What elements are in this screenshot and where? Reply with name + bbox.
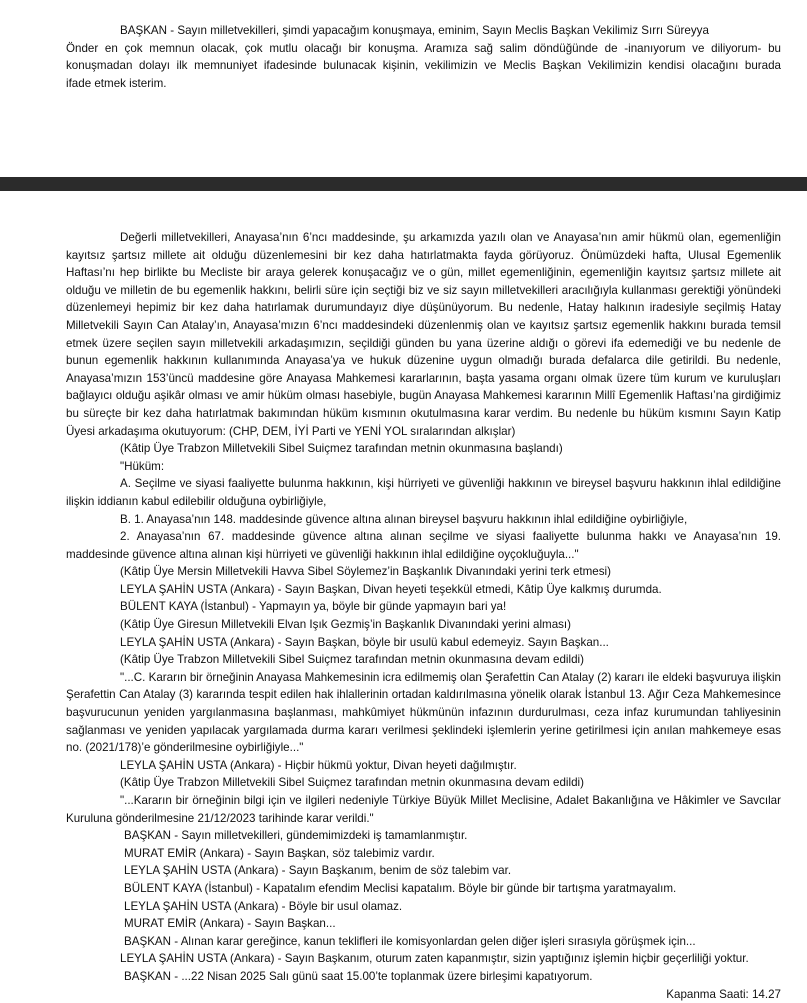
transcript-line: LEYLA ŞAHİN USTA (Ankara) - Sayın Başkan, Divan heyeti teşekkül etmedi, Kâtip Üye kalkmış durumda. (120, 582, 662, 596)
transcript-line: (Kâtip Üye Mersin Milletvekili Havva Sibel Söylemez’in Başkanlık Divanındaki yerini terk etmesi) (120, 565, 611, 579)
transcript-line: MURAT EMİR (Ankara) - Sayın Başkan, söz talebimiz vardır. (124, 846, 435, 860)
text-line: BAŞKAN - Sayın milletvekilleri, şimdi yapacağım konuşmaya, eminim, Sayın Meclis Başkan Vekilimiz Sırrı Süreyya (120, 24, 709, 37)
transcript-line: LEYLA ŞAHİN USTA (Ankara) - Sayın Başkanım, benim de söz talebim var. (124, 864, 512, 878)
section-divider (0, 177, 807, 191)
text-line: Önder en çok memnun olacak, çok mutlu olacağı bir konuşma. Aramıza sağ salim döndüğünde de -inanıyorum ve diliyorum- bu (66, 41, 781, 55)
objection-paragraph: LEYLA ŞAHİN USTA (Ankara) - Sayın Başkanım, oturum zaten kapanmıştır, sizin yaptığınız işlemin hiçbir geçerliliği yoktur. (120, 952, 749, 966)
closing-time: Kapanma Saati: 14.27 (666, 987, 781, 1001)
transcript-line: BAŞKAN - Alınan karar gereğince, kanun teklifleri ile komisyonlardan gelen diğer işleri sırasıyla görüşmek için... (124, 934, 696, 948)
intro-paragraph: Değerli milletvekilleri, Anayasa’nın 6’ncı maddesinde, şu arkamızda yazılı olan ve Anayasa’nın amir hükmü olan, egemenliğin kayıtsız şartsız millete ait olduğu düzenlemesini bir kez daha hatırlatmakta fayda görüyoruz. Önümüzdeki hafta, Ulusal Egemenlik Haftası’nı hep birlikte bu Mecliste bir araya gelerek konuşacağız ve o gün, millet egemenliğinin, egemenliğin kayıtsız şartsız millete ait olduğu ve milletin de bu egemenlik hakkını, belirli süre için seçtiği biz ve siz sayın milletvekilleri aracılığıyla kullanması gerektiği yönündeki düzenlemeyi hepimiz bir kez daha hatırlamak durumundayız diye düşünüyorum. Bu nedenle, Hatay halkının iradesiyle seçilmiş Hatay Milletvekili Sayın Can Atalay’ın, Anayasa’mızın 6’ncı maddesindeki düzenlenmiş olan ve kayıtsız şartsız egemenlik hakkını burada temsil etmek üzere seçilen sayın milletvekili arkadaşımızın, seçildiği günden bu yana üzerine aldığı o görevi ifa edemediği ve bu nedenle de bunun egemenlik hakkının kullanımında Anayasa’ya ve hukuk düzenine uygun olmadığı burada defalarca dile getirildi. Bu nedenle, Anayasa’mızın 153’üncü maddesine göre Anayasa Mahkemesi kararlarının, başta yasama organı olmak üzere tüm kurum ve kuruluşları bağlayıcı olduğu aşikâr olması ve amir hüküm olması hasebiyle, bugün Anayasa Mahkemesi kararının Millî Egemenlik Haftası’na girdiğimiz bu süreçte bir kez daha hatırlatmak bakımından hüküm kısmının okutulmasına karar verdim. Bu nedenle bu hüküm kısmını Sayın Katip Üyesi arkadaşıma okutuyorum: (CHP, DEM, İYİ Parti ve YENİ YOL sıralarından alkışlar) (66, 231, 781, 438)
transcript-line: LEYLA ŞAHİN USTA (Ankara) - Hiçbir hükmü yoktur, Divan heyeti dağılmıştır. (120, 758, 517, 772)
transcript-line: B. 1. Anayasa’nın 148. maddesinde güvence altına alınan bireysel başvuru hakkının ihlal edildiğine oybirliğiyle, (120, 512, 688, 526)
transcript-line: (Kâtip Üye Trabzon Milletvekili Sibel Suiçmez tarafından metnin okunmasına devam edildi) (120, 653, 584, 667)
transcript-line: "Hüküm: (120, 459, 165, 473)
ruling-paragraph-d: "...Kararın bir örneğinin bilgi için ve ilgileri nedeniyle Türkiye Büyük Millet Meclisine, Adalet Bakanlığına ve Hâkimler ve Savcılar Kuruluna gönderilmesine 21/12/2023 tarihinde karar verildi." (66, 794, 781, 825)
text-line: ifade etmek isterim. (66, 76, 167, 90)
transcript-line: BAŞKAN - Sayın milletvekilleri, gündemimizdeki iş tamamlanmıştır. (124, 829, 468, 843)
transcript-line: BÜLENT KAYA (İstanbul) - Yapmayın ya, böyle bir günde yapmayın bari ya! (120, 600, 507, 614)
transcript-line: MURAT EMİR (Ankara) - Sayın Başkan... (124, 917, 336, 931)
ruling-paragraph-b2: 2. Anayasa’nın 67. maddesinde güvence altına alınan seçilme ve siyasi faaliyette bulunma hakkı ve Anayasa’nın 19. maddesinde güvence altına alınan kişi hürriyeti ve güvenliği hakkının ihlal edildiğine oyçokluğuyla..." (66, 530, 781, 561)
transcript-line: LEYLA ŞAHİN USTA (Ankara) - Böyle bir usul olamaz. (124, 899, 403, 913)
transcript-line: BÜLENT KAYA (İstanbul) - Kapatalım efendim Meclisi kapatalım. Böyle bir günde bir tartışma yaratmayalım. (124, 881, 677, 895)
transcript-line: (Kâtip Üye Trabzon Milletvekili Sibel Suiçmez tarafından metnin okunmasına başlandı) (120, 442, 563, 456)
text-line: konuşmadan dolayı ilk memnuniyet ifadesinde bulunacak kişinin, vekilimizin ve Meclis Başkan Vekilimizin kendisi olacağını burada (66, 59, 781, 73)
top-speech-block (66, 22, 781, 92)
transcript-line: (Kâtip Üye Giresun Milletvekili Elvan Işık Gezmiş’in Başkanlık Divanındaki yerini alması) (120, 618, 572, 632)
transcript-line: (Kâtip Üye Trabzon Milletvekili Sibel Suiçmez tarafından metnin okunmasına devam edildi) (120, 776, 584, 790)
ruling-paragraph-a: A. Seçilme ve siyasi faaliyette bulunma hakkının, kişi hürriyeti ve güvenliği hakkının ve bireysel başvuru hakkının ihlal edildiğine ilişkin iddianın kabul edilebilir olduğuna oybirliğiyle, (66, 477, 781, 508)
transcript-line: LEYLA ŞAHİN USTA (Ankara) - Sayın Başkan, böyle bir usulü kabul edemeyiz. Sayın Başkan... (120, 635, 609, 649)
main-transcript-block (66, 229, 781, 1003)
ruling-paragraph-c: "...C. Kararın bir örneğinin Anayasa Mahkemesinin icra edilmemiş olan Şerafettin Can Atalay (2) kararı ile eldeki başvuruya ilişkin Şerafettin Can Atalay (3) kararında tespit edilen hak ihlallerinin ortadan kaldırılmasına yönelik olarak İstanbul 13. Ağır Ceza Mahkemesince başvurucunun yeniden yargılanmasına başlanması, mahkûmiyet hükmünün infazının durdurulması, ceza infaz kurumundan tahliyesinin sağlanması ve yeniden yapılacak yargılamada durma kararı verilmesi şeklindeki işlemlerin yerine getirilmesi için anılan mahkemeye esas no. (2021/178)’e gönderilmesine oybirliğiyle..." (66, 670, 781, 755)
transcript-line: BAŞKAN - ...22 Nisan 2025 Salı günü saat 15.00’te toplanmak üzere birleşimi kapatıyorum. (124, 969, 593, 983)
